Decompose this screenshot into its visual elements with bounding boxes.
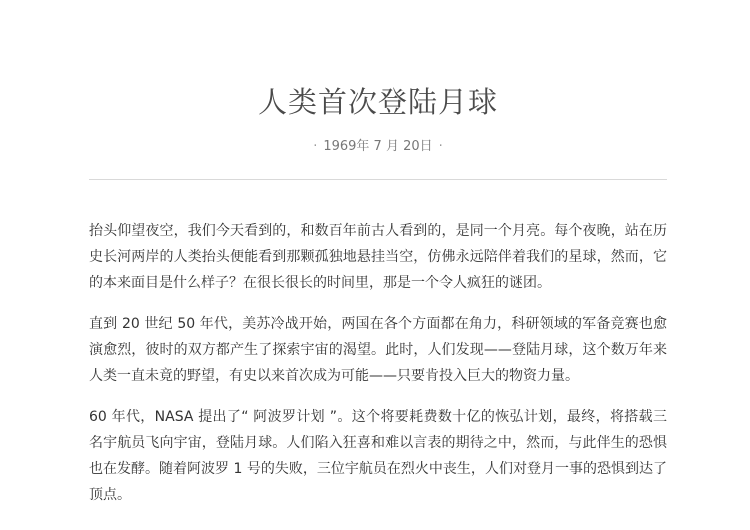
article — [89, 0, 667, 523]
date-prefix-dot: · — [313, 139, 318, 154]
paragraph: 直到 20 世纪 50 年代，美苏冷战开始，两国在各个方面都在角力，科研领域的军备竞赛也愈演愈烈，彼时的双方都产生了探索宇宙的渴望。此时，人们发现——登陆月球，这个数万年来人类一直未竟的野望，有史以来首次成为可能——只要肯投入巨大的物资力量。 — [89, 316, 667, 384]
title-divider — [89, 179, 667, 180]
article-date-line — [89, 137, 667, 157]
article-body — [89, 218, 667, 508]
article-date: 1969年 7 月 20日 — [323, 139, 433, 154]
paragraph: 60 年代，NASA 提出了“ 阿波罗计划 ”。这个将要耗费数十亿的恢弘计划，最终，将搭载三名宇航员飞向宇宙，登陆月球。人们陷入狂喜和难以言表的期待之中，然而，与此伴生的恐惧也在发酵。随着阿波罗 1 号的失败，三位宇航员在烈火中丧生，人们对登月一事的恐惧到达了顶点。 — [89, 409, 667, 503]
article-title: 人类首次登陆月球 — [257, 85, 498, 119]
date-suffix-dot: · — [438, 139, 443, 154]
paragraph: 抬头仰望夜空，我们今天看到的，和数百年前古人看到的，是同一个月亮。每个夜晚，站在历史长河两岸的人类抬头便能看到那颗孤独地悬挂当空，仿佛永远陪伴着我们的星球，然而，它的本来面目是什么样子？在很长很长的时间里，那是一个令人疯狂的谜团。 — [89, 223, 667, 291]
